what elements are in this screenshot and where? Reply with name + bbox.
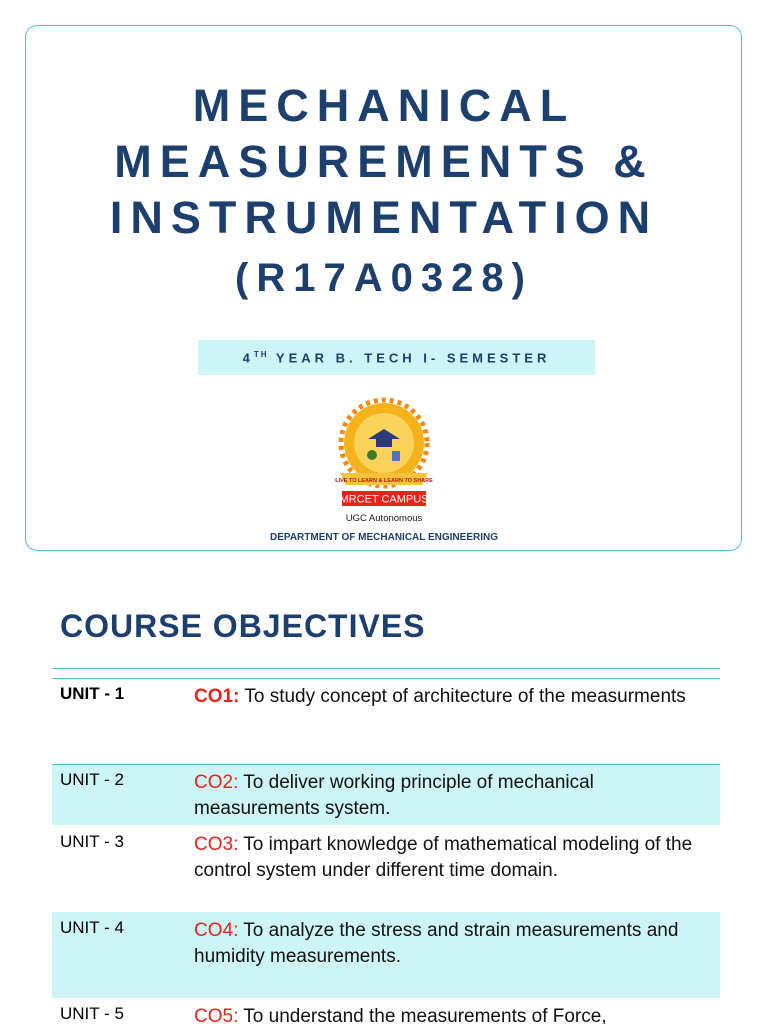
objective-text bbox=[194, 832, 709, 884]
mrcet-logo-icon bbox=[322, 395, 446, 525]
title-line-2: MEASUREMENTS & bbox=[114, 136, 654, 187]
unit-label: UNIT - 3 bbox=[60, 832, 124, 851]
title-line-3: INSTRUMENTATION bbox=[109, 192, 659, 243]
unit-label: UNIT - 1 bbox=[60, 684, 125, 703]
co-code: CO4: bbox=[194, 920, 239, 941]
semester-number: 4 bbox=[242, 350, 254, 366]
objective-row-1 bbox=[52, 684, 720, 762]
unit-label: UNIT - 2 bbox=[60, 770, 124, 789]
unit-label: UNIT - 4 bbox=[60, 918, 124, 937]
objective-text bbox=[194, 684, 709, 710]
title-line-1: MECHANICAL bbox=[192, 80, 576, 131]
co-code: CO2: bbox=[194, 772, 239, 793]
co-description: To analyze the stress and strain measurements and humidity measurements. bbox=[194, 920, 679, 967]
co-description: To study concept of architecture of the measurments bbox=[239, 686, 686, 707]
logo-campus: MRCET CAMPUS bbox=[339, 493, 429, 506]
objective-row-2 bbox=[52, 765, 720, 825]
co-code: CO1: bbox=[194, 686, 240, 707]
objective-row-5 bbox=[52, 1004, 720, 1024]
co-description: To understand the measurements of Force, bbox=[238, 1006, 607, 1024]
objective-row-4 bbox=[52, 912, 720, 998]
semester-text: YEAR B. TECH I- SEMESTER bbox=[268, 350, 551, 366]
motto-ribbon bbox=[335, 473, 433, 485]
co-code: CO5: bbox=[194, 1006, 239, 1024]
course-code: (R17A0328) bbox=[235, 256, 533, 300]
semester-banner bbox=[198, 340, 595, 375]
co-description: To deliver working principle of mechanical measurements system. bbox=[194, 772, 594, 819]
logo-motto: LIVE TO LEARN & LEARN TO SHARE bbox=[335, 478, 433, 484]
unit-label: UNIT - 5 bbox=[60, 1004, 124, 1023]
objective-row-3 bbox=[52, 832, 720, 910]
semester-suffix: TH bbox=[253, 350, 269, 359]
department-name: DEPARTMENT OF MECHANICAL ENGINEERING bbox=[270, 532, 498, 543]
table-header-rule bbox=[52, 678, 720, 679]
co-description: To impart knowledge of mathematical modeling of the control system under different time domain. bbox=[194, 834, 693, 881]
co-code: CO3: bbox=[194, 834, 239, 855]
course-objectives-heading: COURSE OBJECTIVES bbox=[60, 608, 426, 644]
objective-text bbox=[194, 770, 709, 822]
objective-text bbox=[194, 1004, 709, 1024]
logo-status: UGC Autonomous bbox=[345, 513, 423, 524]
objective-text bbox=[194, 918, 709, 970]
table-top-rule bbox=[52, 668, 720, 669]
